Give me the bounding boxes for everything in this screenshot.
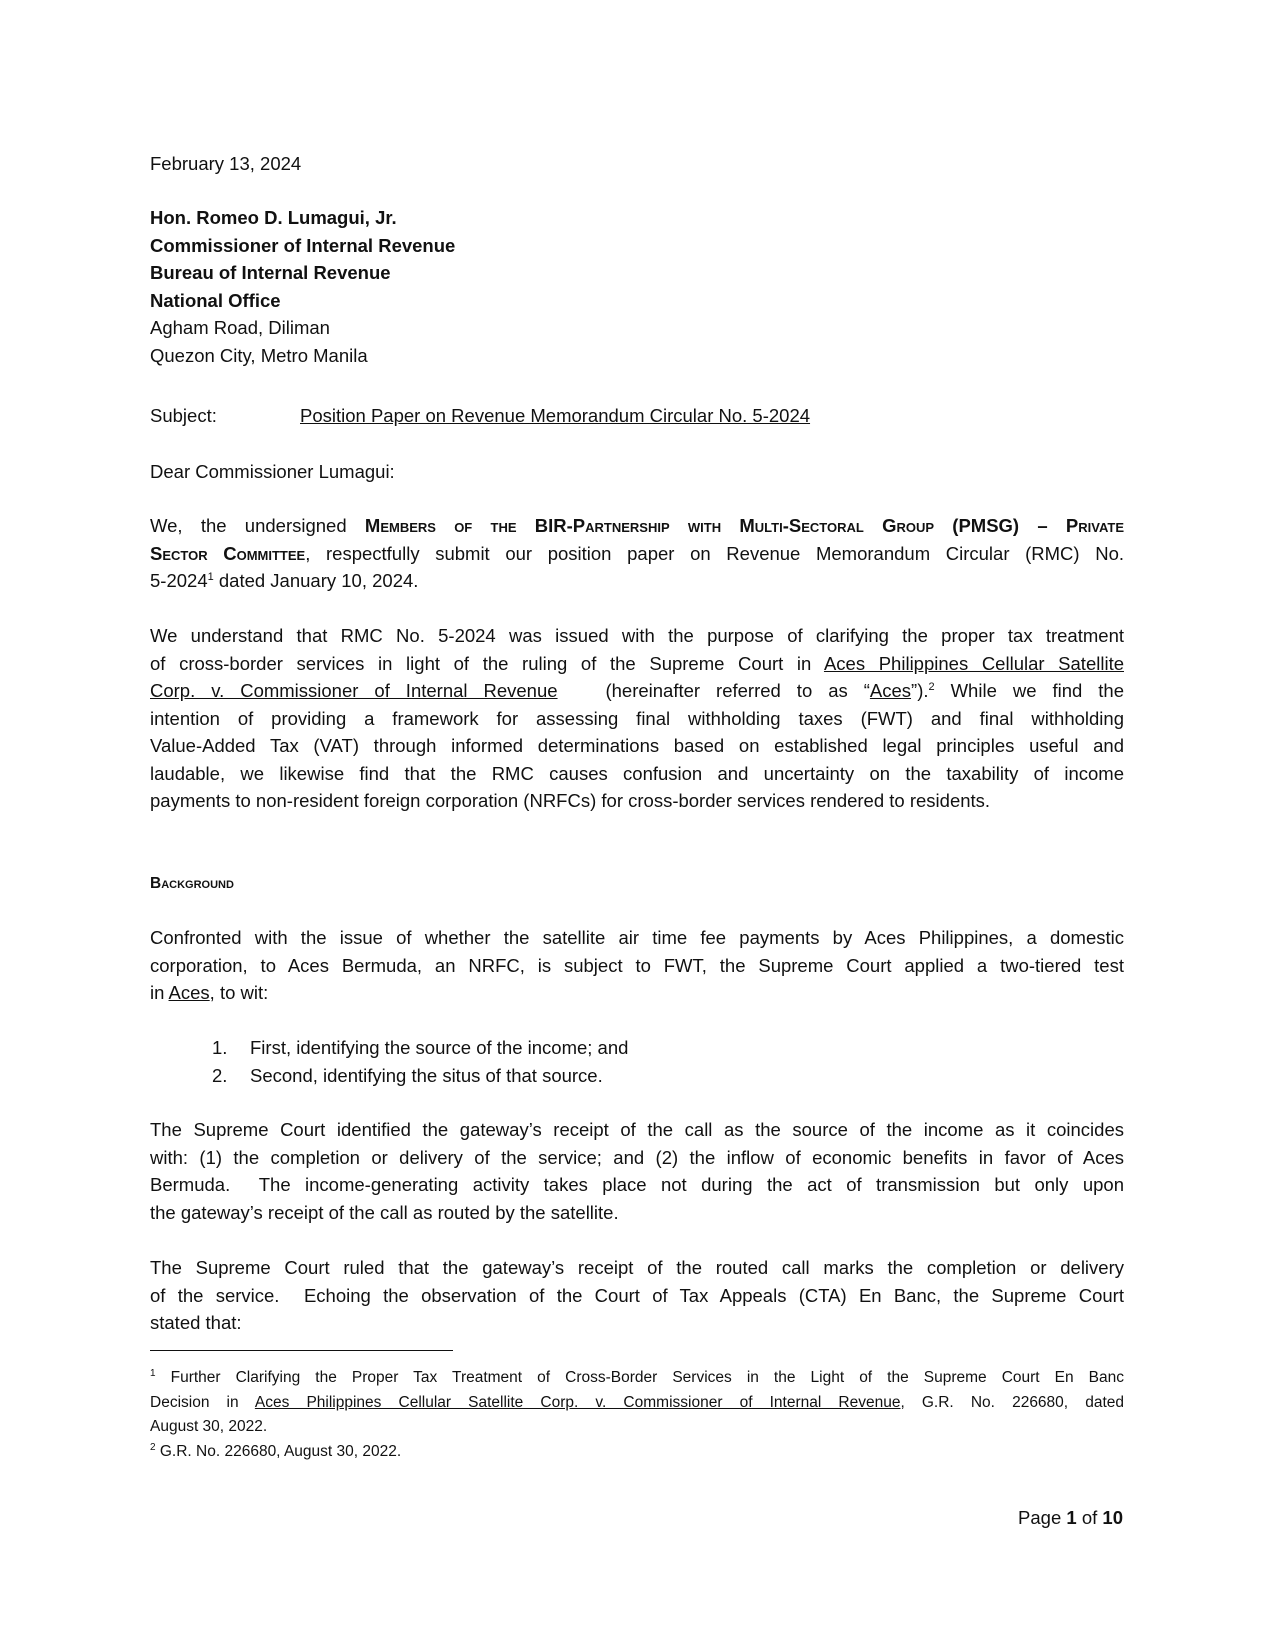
- page-number: Page 1 of 10: [1018, 1507, 1123, 1528]
- paragraph-line: of cross-border services in light of the ruling of the Supreme Court in Aces Philippines Cellular Satellite: [150, 652, 1124, 674]
- paragraph-line: 5-2024$^1$ dated January 10, 2024.: [150, 570, 419, 591]
- paragraph-line: Value-Added Tax (VAT) through informed determinations based on established legal principles useful and: [150, 735, 1124, 756]
- recipient-city: Quezon City, Metro Manila: [150, 344, 368, 366]
- current-page: 1: [1066, 1507, 1077, 1528]
- letter-date: February 13, 2024: [150, 153, 302, 174]
- paragraph-line: The Supreme Court ruled that the gateway’s receipt of the routed call marks the completion or delivery: [150, 1257, 1124, 1278]
- paragraph-line: laudable, we likewise find that the RMC causes confusion and uncertainty on the taxability of income: [150, 762, 1124, 784]
- paragraph-line: We, the undersigned Members of the BIR-Partnership with Multi-Sectoral Group (PMSG) – Private: [150, 515, 1125, 536]
- paragraph-line: Sector Committee, respectfully submit our position paper on Revenue Memorandum Circular (RMC) No.: [150, 542, 1124, 564]
- paragraph-line: intention of providing a framework for assessing final withholding taxes (FWT) and final withholding: [150, 707, 1124, 729]
- recipient-address-block: [150, 204, 1124, 369]
- salutation: Dear Commissioner Lumagui:: [150, 461, 395, 482]
- paragraph-confronted: [150, 924, 1124, 1007]
- numbered-list: [212, 1034, 1012, 1089]
- paragraph-line: in Aces, to wit:: [150, 982, 269, 1003]
- paragraph-line: with: (1) the completion or delivery of the service; and (2) the inflow of economic benefits in favor of Aces: [150, 1146, 1124, 1168]
- list-item: 1. First, identifying the source of the income; and: [212, 1037, 629, 1058]
- subject-text: Position Paper on Revenue Memorandum Circular No. 5-2024: [300, 405, 811, 426]
- paragraph-line: The Supreme Court identified the gateway’s receipt of the call as the source of the income as it coincides: [150, 1119, 1124, 1140]
- group-name: Members of the BIR-Partnership with Multi-Sectoral Group: [364, 515, 935, 536]
- footnote-ref-2[interactable]: 2: [928, 680, 935, 693]
- paragraph-understanding: [150, 622, 1124, 815]
- paragraph-ruling: [150, 1254, 1124, 1337]
- total-pages: 10: [1102, 1507, 1123, 1528]
- paragraph-line: of the service. Echoing the observation of the Court of Tax Appeals (CTA) En Banc, the Supreme Court: [150, 1284, 1124, 1306]
- paragraph-source: [150, 1116, 1124, 1226]
- footnotes: [150, 1366, 1124, 1464]
- recipient-street: Agham Road, Diliman: [150, 317, 330, 338]
- footnote-ref-1[interactable]: 1: [207, 570, 214, 583]
- footnote-divider: [150, 1350, 453, 1351]
- paragraph-intro: [150, 512, 1124, 595]
- case-citation: Aces Philippines Cellular Satellite Corp. v. Commissioner of Internal Revenue: [254, 1393, 901, 1411]
- paragraph-line: payments to non-resident foreign corporation (NRFCs) for cross-border services rendered to residents.: [150, 790, 991, 811]
- recipient-branch: National Office: [150, 289, 281, 311]
- paragraph-line: stated that:: [150, 1312, 242, 1333]
- recipient-name: Hon. Romeo D. Lumagui, Jr.: [150, 207, 397, 228]
- footnote-1-line: Decision in Aces Philippines Cellular Satellite Corp. v. Commissioner of Internal Revenue, G.R. No. 226680, dated: [150, 1393, 1124, 1411]
- paragraph-line: corporation, to Aces Bermuda, an NRFC, is subject to FWT, the Supreme Court applied a two-tiered test: [150, 954, 1124, 976]
- paragraph-line: We understand that RMC No. 5-2024 was issued with the purpose of clarifying the proper tax treatment: [150, 625, 1124, 646]
- case-citation: Aces Philippines Cellular Satellite: [823, 652, 1124, 674]
- paragraph-line: Corp. v. Commissioner of Internal Revenue (hereinafter referred to as “Aces”).$^2$ While we find the: [150, 680, 1124, 701]
- list-item: 2. Second, identifying the situs of that source.: [212, 1064, 603, 1086]
- footnote-1: $^1$ Further Clarifying the Proper Tax Treatment of Cross-Border Services in the Light of the Supreme Court En Banc: [150, 1367, 1124, 1386]
- subject-label: Subject:: [150, 405, 217, 426]
- section-heading: Background: [150, 875, 234, 892]
- recipient-office: Bureau of Internal Revenue: [150, 262, 391, 283]
- paragraph-line: Confronted with the issue of whether the satellite air time fee payments by Aces Philippines, a domestic: [150, 927, 1124, 948]
- case-citation: Corp. v. Commissioner of Internal Revenue: [150, 680, 558, 701]
- footnote-2: $^2$ G.R. No. 226680, August 30, 2022.: [150, 1441, 402, 1460]
- paragraph-line: Bermuda. The income-generating activity takes place not during the act of transmission but only upon: [150, 1174, 1124, 1195]
- paragraph-line: the gateway’s receipt of the call as routed by the satellite.: [150, 1201, 619, 1223]
- footnote-1-line: August 30, 2022.: [150, 1418, 268, 1435]
- recipient-title: Commissioner of Internal Revenue: [150, 234, 456, 256]
